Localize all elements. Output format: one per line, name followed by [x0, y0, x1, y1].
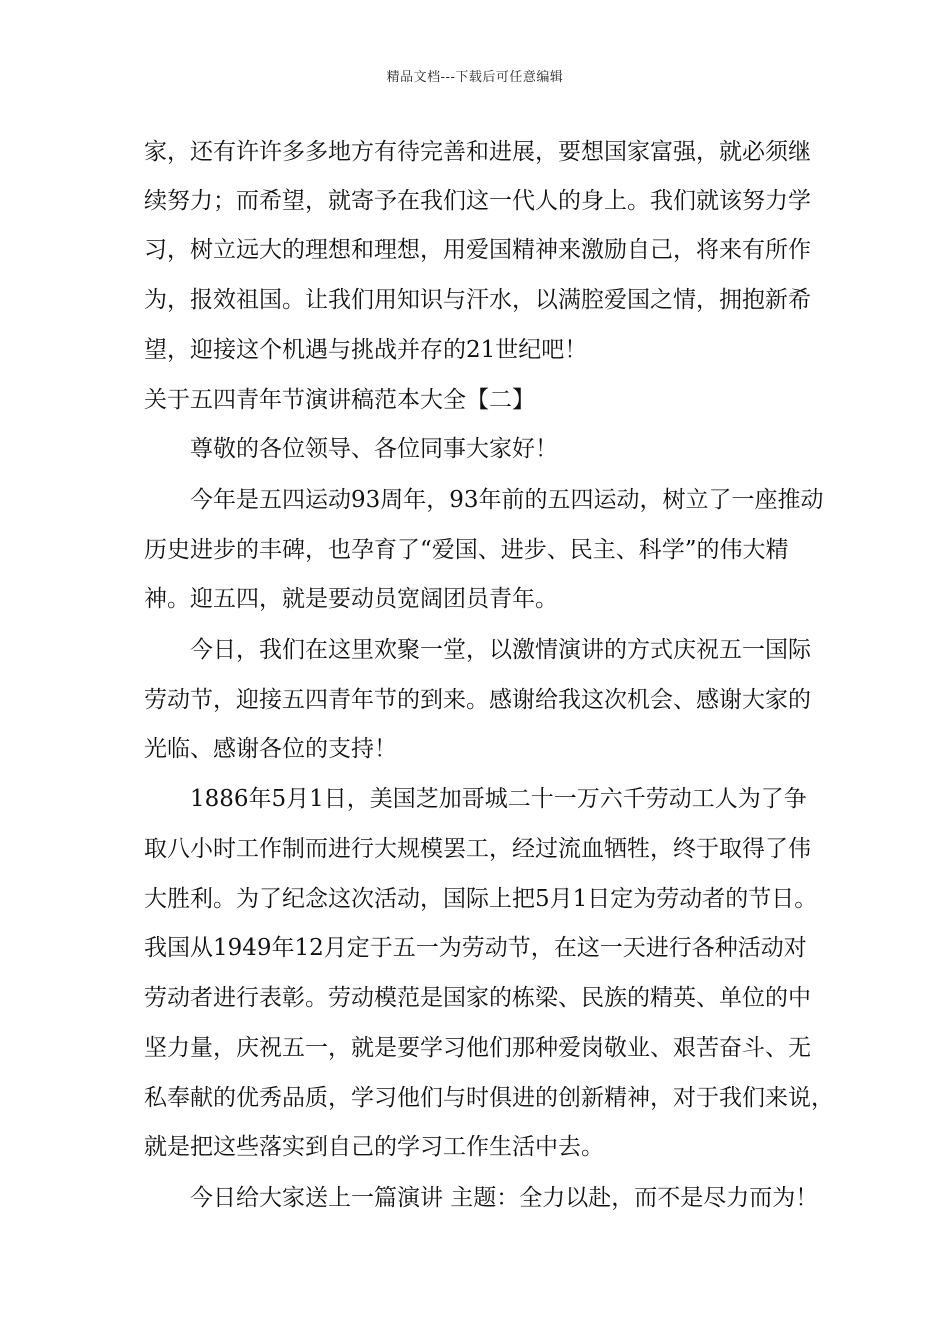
text-line: 劳动节，迎接五四青年节的到来。感谢给我这次机会、感谢大家的 — [144, 687, 811, 713]
text-line: 望，迎接这个机遇与挑战并存的21世纪吧！ — [144, 337, 588, 363]
text-line: 劳动者进行表彰。劳动模范是国家的栋梁、民族的精英、单位的中 — [144, 985, 811, 1011]
text-line: 就是把这些落实到自己的学习工作生活中去。 — [144, 1134, 604, 1160]
text-line: 取八小时工作制而进行大规模罢工，经过流血牺牲，终于取得了伟 — [144, 836, 811, 862]
text-line: 今日，我们在这里欢聚一堂，以激情演讲的方式庆祝五一国际 — [190, 637, 811, 663]
text-line: 今日给大家送上一篇演讲 主题：全力以赴，而不是尽力而为！ — [190, 1185, 819, 1211]
text-line: 大胜利。为了纪念这次活动，国际上把5月1日定为劳动者的节日。 — [144, 886, 818, 912]
section-heading: 关于五四青年节演讲稿范本大全【二】 — [144, 387, 535, 413]
text-line: 历史进步的丰碑，也孕育了“爱国、进步、民主、科学”的伟大精 — [144, 537, 789, 563]
text-line: 我国从1949年12月定于五一为劳动节，在这一天进行各种活动对 — [144, 935, 807, 961]
text-line: 坚力量，庆祝五一，就是要学习他们那种爱岗敬业、艰苦奋斗、无 — [144, 1035, 811, 1061]
text-line: 今年是五四运动93周年，93年前的五四运动，树立了一座推动 — [190, 487, 824, 513]
greeting-line: 尊敬的各位领导、各位同事大家好！ — [190, 436, 558, 462]
page-header: 精品文档---下载后可任意编辑 — [386, 70, 564, 85]
text-line: 为，报效祖国。让我们用知识与汗水，以满腔爱国之情，拥抱新希 — [144, 287, 811, 313]
text-line: 光临、感谢各位的支持！ — [144, 736, 397, 762]
text-line: 私奉献的优秀品质，学习他们与时俱进的创新精神，对于我们来说， — [144, 1085, 834, 1111]
text-line: 习，树立远大的理想和理想，用爱国精神来激励自己，将来有所作 — [144, 237, 811, 263]
text-line: 续努力；而希望，就寄予在我们这一代人的身上。我们就该努力学 — [144, 188, 811, 214]
text-line: 1886年5月1日，美国芝加哥城二十一万六千劳动工人为了争 — [190, 786, 807, 812]
text-line: 神。迎五四，就是要动员宽阔团员青年。 — [144, 586, 558, 612]
text-line: 家，还有许许多多地方有待完善和进展，要想国家富强，就必须继 — [144, 139, 811, 165]
